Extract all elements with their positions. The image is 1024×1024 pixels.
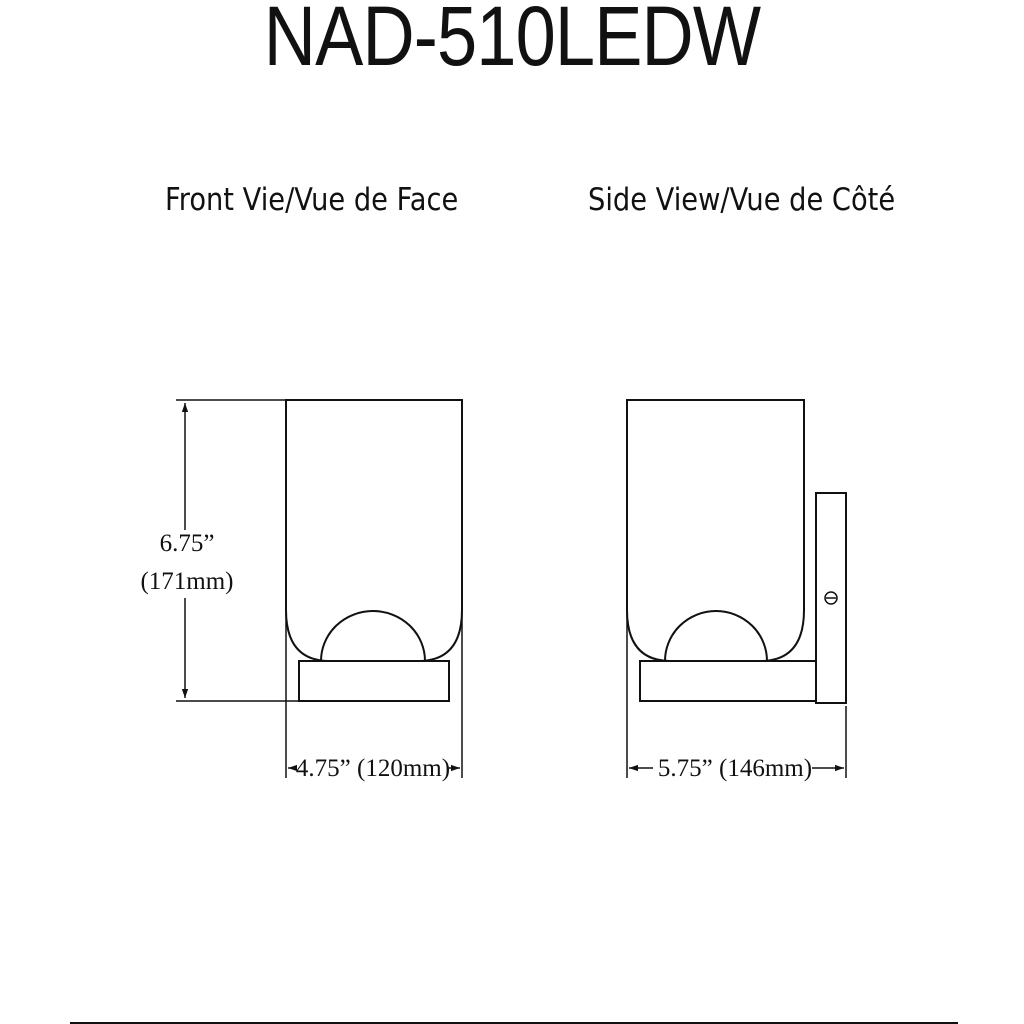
front-height-mm: (171mm) xyxy=(140,568,234,595)
front-width-label: 4.75” (120mm) xyxy=(295,755,451,782)
product-model-title: NAD-510LEDW xyxy=(263,0,761,83)
side-depth-label: 5.75” (146mm) xyxy=(657,755,813,782)
side-depth-dimension xyxy=(627,612,846,778)
side-view-drawing xyxy=(627,400,846,703)
front-view-label: Front Vie/Vue de Face xyxy=(165,182,459,218)
front-bulb xyxy=(321,611,425,661)
side-view-label: Side View/Vue de Côté xyxy=(588,182,896,218)
front-shade xyxy=(286,400,462,661)
front-base xyxy=(299,661,449,701)
side-shade xyxy=(627,400,804,661)
front-height-inches: 6.75” xyxy=(159,530,215,557)
front-width-dimension xyxy=(286,612,462,778)
side-arm xyxy=(640,661,816,701)
front-view-drawing xyxy=(286,400,462,701)
side-bulb xyxy=(665,611,767,661)
